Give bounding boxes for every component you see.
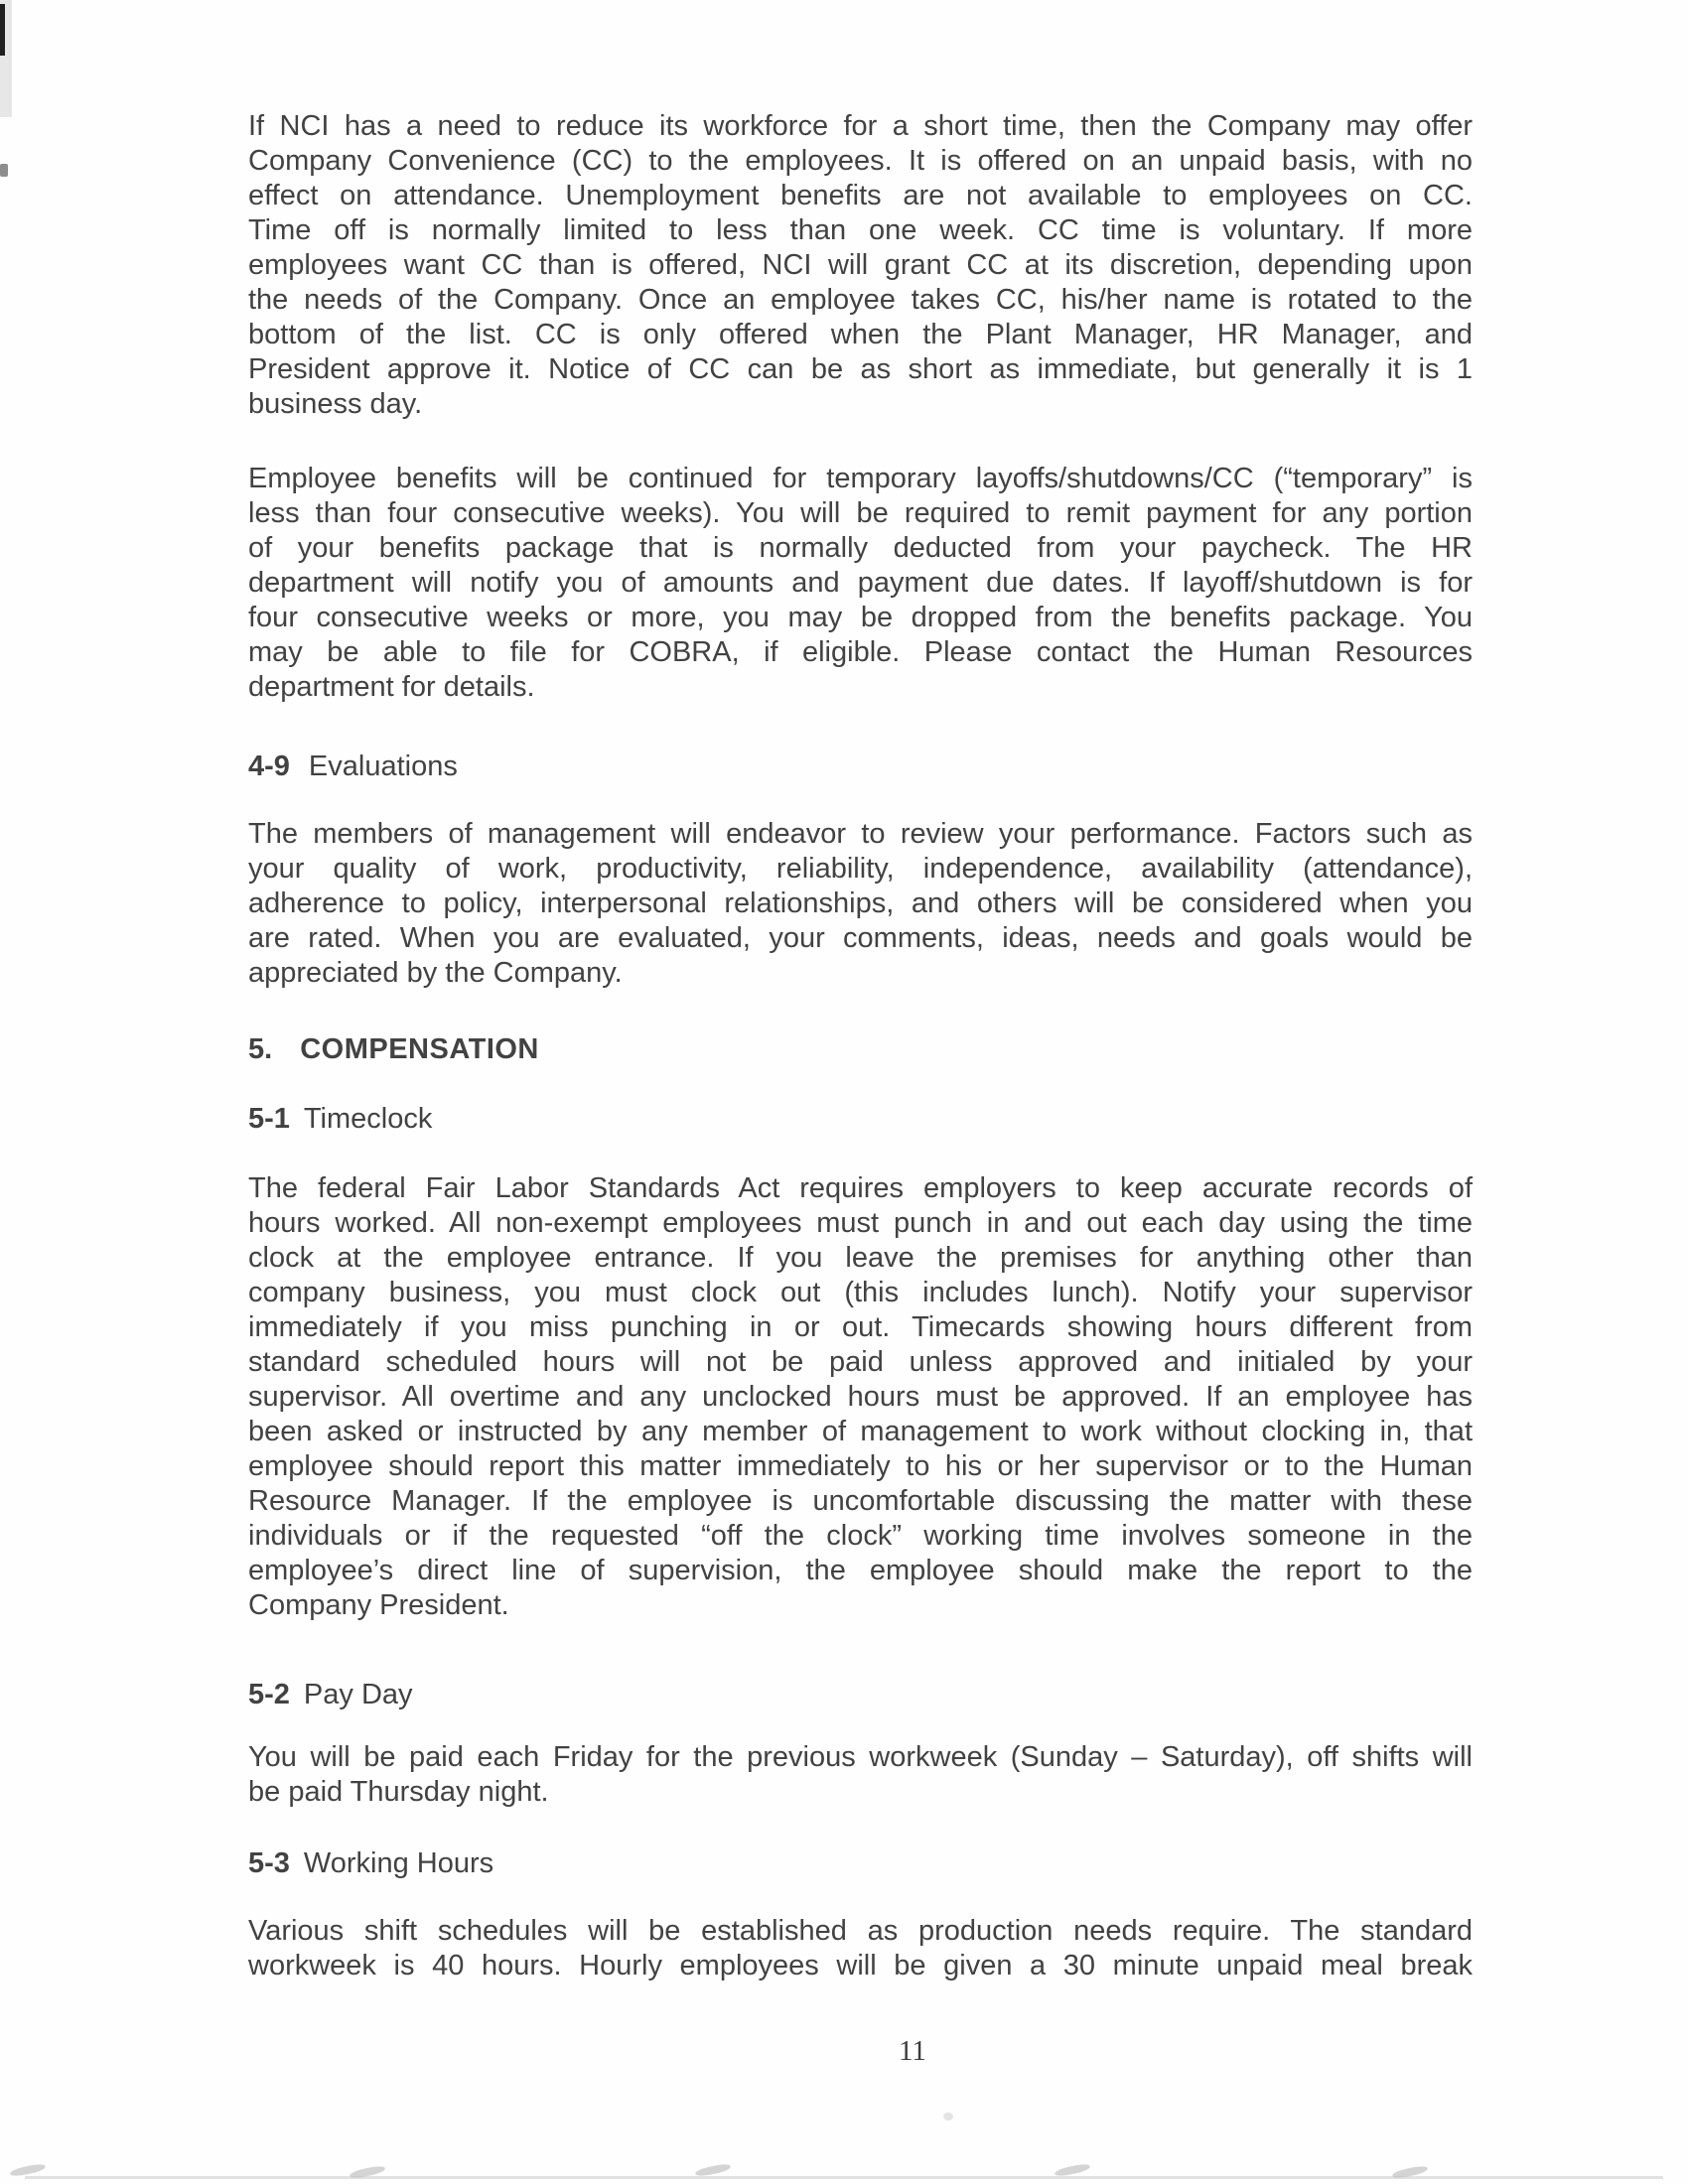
text-line: department will notify you of amounts and payment due dates. If layoff/shutdown is for bbox=[248, 567, 1473, 599]
section-number: 5-3 bbox=[248, 1847, 290, 1879]
text-line: Various shift schedules will be established as production needs require. The standard bbox=[248, 1915, 1473, 1947]
text-line: supervisor. All overtime and any unclocked hours must be approved. If an employee has bbox=[248, 1381, 1473, 1413]
text-line: company business, you must clock out (this includes lunch). Notify your supervisor bbox=[248, 1277, 1473, 1308]
text-line: You will be paid each Friday for the previous workweek (Sunday – Saturday), off shifts will bbox=[248, 1741, 1473, 1773]
text-line: workweek is 40 hours. Hourly employees will be given a 30 minute unpaid meal break bbox=[248, 1950, 1473, 1981]
text-line: may be able to file for COBRA, if eligible. Please contact the Human Resources bbox=[248, 636, 1473, 668]
text-line: The federal Fair Labor Standards Act requires employers to keep accurate records of bbox=[248, 1172, 1473, 1204]
text-line: adherence to policy, interpersonal relationships, and others will be considered when you bbox=[248, 887, 1473, 919]
text-line: four consecutive weeks or more, you may be dropped from the benefits package. You bbox=[248, 602, 1473, 633]
paragraph-timeclock bbox=[248, 1171, 1473, 1623]
section-number: 5-2 bbox=[248, 1679, 290, 1710]
paragraph-benefits-continuation bbox=[248, 462, 1473, 705]
text-line: individuals or if the requested “off the clock” working time involves someone in the bbox=[248, 1520, 1473, 1552]
section-title: COMPENSATION bbox=[300, 1033, 539, 1065]
scan-edge-artifact bbox=[0, 164, 8, 177]
text-line: If NCI has a need to reduce its workforce for a short time, then the Company may offer bbox=[248, 110, 1473, 142]
text-line: employee should report this matter immediately to his or her supervisor or to the Human bbox=[248, 1450, 1473, 1482]
text-line: be paid Thursday night. bbox=[248, 1776, 549, 1808]
section-number: 5-1 bbox=[248, 1103, 290, 1135]
section-title: Pay Day bbox=[303, 1679, 413, 1710]
page-number: 11 bbox=[899, 2035, 926, 2067]
text-line: department for details. bbox=[248, 671, 535, 703]
text-line: Resource Manager. If the employee is uncomfortable discussing the matter with these bbox=[248, 1485, 1473, 1517]
text-line: less than four consecutive weeks). You will be required to remit payment for any portion bbox=[248, 497, 1473, 529]
text-line: are rated. When you are evaluated, your comments, ideas, needs and goals would be bbox=[248, 922, 1473, 954]
text-line: President approve it. Notice of CC can be as short as immediate, but generally it is 1 bbox=[248, 353, 1473, 385]
text-line: business day. bbox=[248, 388, 423, 420]
section-number: 4-9 bbox=[248, 751, 290, 782]
scan-bottom-artifact bbox=[25, 2176, 1663, 2179]
section-number: 5. bbox=[248, 1033, 273, 1065]
paragraph-company-convenience bbox=[248, 109, 1473, 422]
paragraph-payday bbox=[248, 1740, 1473, 1810]
text-line: immediately if you miss punching in or out. Timecards showing hours different from bbox=[248, 1311, 1473, 1343]
text-line: Time off is normally limited to less than one week. CC time is voluntary. If more bbox=[248, 214, 1473, 246]
scan-edge-artifact bbox=[0, 4, 5, 56]
text-line: Employee benefits will be continued for temporary layoffs/shutdowns/CC (“temporary” is bbox=[248, 463, 1473, 494]
paragraph-working-hours bbox=[248, 1914, 1473, 1983]
text-line: employees want CC than is offered, NCI will grant CC at its discretion, depending upon bbox=[248, 249, 1473, 281]
page-content bbox=[248, 109, 1473, 1983]
section-heading-compensation bbox=[248, 1032, 1473, 1067]
section-heading-payday bbox=[248, 1678, 1473, 1712]
text-line: appreciated by the Company. bbox=[248, 957, 623, 989]
paragraph-evaluations bbox=[248, 817, 1473, 991]
text-line: Company President. bbox=[248, 1589, 509, 1621]
scan-dot-artifact bbox=[943, 2113, 953, 2120]
text-line: effect on attendance. Unemployment benefits are not available to employees on CC. bbox=[248, 180, 1473, 211]
text-line: the needs of the Company. Once an employee takes CC, his/her name is rotated to the bbox=[248, 284, 1473, 316]
section-title: Evaluations bbox=[308, 751, 458, 782]
section-title: Timeclock bbox=[303, 1103, 433, 1135]
section-heading-timeclock bbox=[248, 1102, 1473, 1137]
text-line: bottom of the list. CC is only offered when the Plant Manager, HR Manager, and bbox=[248, 319, 1473, 350]
text-line: been asked or instructed by any member of management to work without clocking in, that bbox=[248, 1416, 1473, 1447]
section-heading-evaluations bbox=[248, 750, 1473, 784]
section-heading-working-hours bbox=[248, 1846, 1473, 1881]
text-line: Company Convenience (CC) to the employees. It is offered on an unpaid basis, with no bbox=[248, 145, 1473, 177]
text-line: standard scheduled hours will not be paid unless approved and initialed by your bbox=[248, 1346, 1473, 1378]
section-title: Working Hours bbox=[303, 1847, 494, 1879]
text-line: of your benefits package that is normally deducted from your paycheck. The HR bbox=[248, 532, 1473, 564]
text-line: your quality of work, productivity, reliability, independence, availability (attendance), bbox=[248, 853, 1473, 885]
text-line: The members of management will endeavor to review your performance. Factors such as bbox=[248, 818, 1473, 850]
text-line: employee’s direct line of supervision, the employee should make the report to the bbox=[248, 1555, 1473, 1586]
text-line: hours worked. All non-exempt employees must punch in and out each day using the time bbox=[248, 1207, 1473, 1239]
text-line: clock at the employee entrance. If you leave the premises for anything other than bbox=[248, 1242, 1473, 1274]
